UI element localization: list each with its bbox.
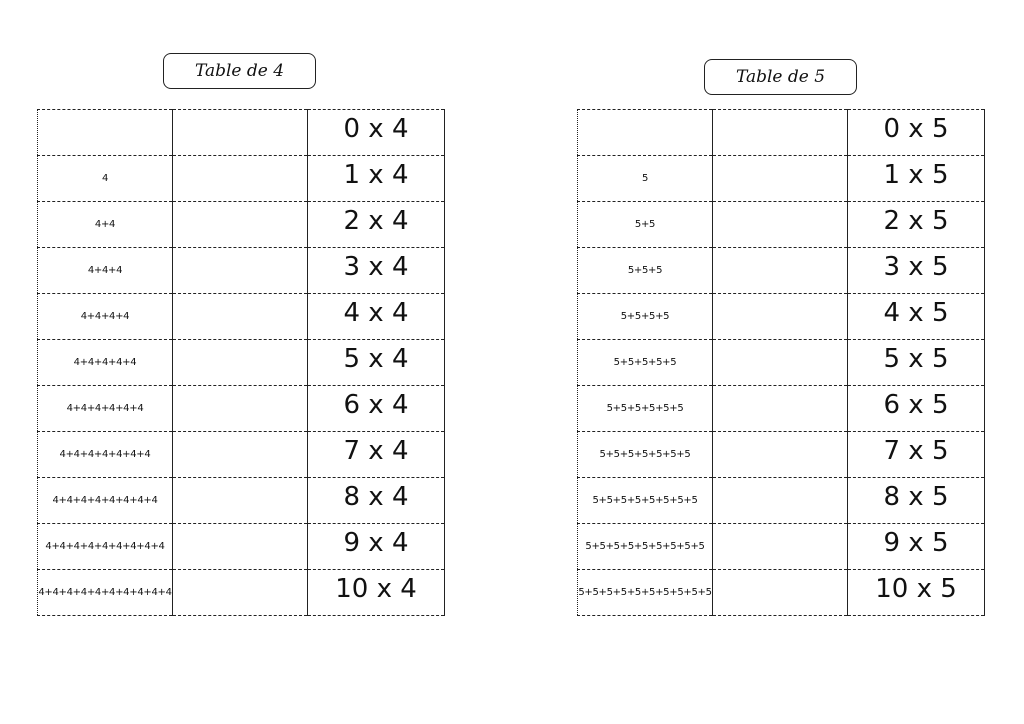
answer-cell[interactable] (713, 340, 848, 386)
answer-cell[interactable] (713, 156, 848, 202)
addition-cell: 5+5+5+5+5+5 (578, 386, 713, 432)
table5-body (578, 110, 985, 616)
table4 (37, 109, 445, 616)
addition-cell: 5+5+5+5+5+5+5+5+5 (578, 524, 713, 570)
answer-cell[interactable] (713, 386, 848, 432)
product-cell: 7 x 4 (308, 432, 445, 478)
addition-cell: 4+4+4+4+4+4 (38, 386, 173, 432)
product-cell: 0 x 5 (848, 110, 985, 156)
addition-cell: 4+4+4+4+4+4+4+4+4+4 (38, 570, 173, 616)
addition-cell: 4+4 (38, 202, 173, 248)
table-row (38, 340, 445, 386)
table-row (578, 524, 985, 570)
answer-cell[interactable] (713, 248, 848, 294)
answer-cell[interactable] (713, 110, 848, 156)
table-row (578, 202, 985, 248)
addition-cell: 5+5+5+5 (578, 294, 713, 340)
table-row (38, 478, 445, 524)
table-row (578, 478, 985, 524)
product-cell: 5 x 5 (848, 340, 985, 386)
table-row (38, 202, 445, 248)
addition-cell: 5+5+5 (578, 248, 713, 294)
table-row (578, 110, 985, 156)
product-cell: 6 x 5 (848, 386, 985, 432)
table-row (38, 248, 445, 294)
answer-cell[interactable] (713, 294, 848, 340)
table-row (578, 156, 985, 202)
table-row (578, 386, 985, 432)
product-cell: 2 x 4 (308, 202, 445, 248)
product-cell: 9 x 5 (848, 524, 985, 570)
product-cell: 3 x 5 (848, 248, 985, 294)
answer-cell[interactable] (713, 432, 848, 478)
table-row (578, 432, 985, 478)
addition-cell: 5+5+5+5+5+5+5 (578, 432, 713, 478)
table-row (578, 294, 985, 340)
addition-cell: 5 (578, 156, 713, 202)
table4-title (163, 53, 316, 89)
product-cell: 6 x 4 (308, 386, 445, 432)
table-row (578, 570, 985, 616)
addition-cell: 5+5 (578, 202, 713, 248)
table-row (38, 432, 445, 478)
product-cell: 8 x 5 (848, 478, 985, 524)
product-cell: 2 x 5 (848, 202, 985, 248)
answer-cell[interactable] (173, 432, 308, 478)
table5 (577, 109, 985, 616)
table4-body (38, 110, 445, 616)
answer-cell[interactable] (173, 386, 308, 432)
addition-cell: 4+4+4+4+4 (38, 340, 173, 386)
answer-cell[interactable] (173, 524, 308, 570)
table-row (38, 570, 445, 616)
product-cell: 4 x 5 (848, 294, 985, 340)
table4-title-text: Table de 4 (194, 61, 285, 81)
addition-cell: 4 (38, 156, 173, 202)
product-cell: 0 x 4 (308, 110, 445, 156)
answer-cell[interactable] (173, 570, 308, 616)
product-cell: 3 x 4 (308, 248, 445, 294)
answer-cell[interactable] (713, 202, 848, 248)
answer-cell[interactable] (173, 248, 308, 294)
product-cell: 8 x 4 (308, 478, 445, 524)
table5-title (704, 59, 857, 95)
answer-cell[interactable] (173, 110, 308, 156)
table-row (578, 340, 985, 386)
product-cell: 10 x 5 (848, 570, 985, 616)
product-cell: 1 x 4 (308, 156, 445, 202)
answer-cell[interactable] (173, 202, 308, 248)
addition-cell: 5+5+5+5+5+5+5+5+5+5 (578, 570, 713, 616)
addition-cell: 4+4+4+4+4+4+4+4+4 (38, 524, 173, 570)
answer-cell[interactable] (173, 478, 308, 524)
answer-cell[interactable] (173, 294, 308, 340)
answer-cell[interactable] (713, 524, 848, 570)
addition-cell: 4+4+4 (38, 248, 173, 294)
addition-cell: 4+4+4+4+4+4+4 (38, 432, 173, 478)
answer-cell[interactable] (713, 570, 848, 616)
table-row (38, 524, 445, 570)
product-cell: 5 x 4 (308, 340, 445, 386)
addition-cell: 4+4+4+4 (38, 294, 173, 340)
answer-cell[interactable] (173, 340, 308, 386)
table5-title-text: Table de 5 (735, 67, 826, 87)
table-row (38, 386, 445, 432)
addition-cell (578, 110, 713, 156)
product-cell: 4 x 4 (308, 294, 445, 340)
product-cell: 7 x 5 (848, 432, 985, 478)
product-cell: 1 x 5 (848, 156, 985, 202)
table-row (38, 294, 445, 340)
table-row (38, 156, 445, 202)
product-cell: 10 x 4 (308, 570, 445, 616)
addition-cell: 5+5+5+5+5 (578, 340, 713, 386)
product-cell: 9 x 4 (308, 524, 445, 570)
answer-cell[interactable] (173, 156, 308, 202)
table-row (578, 248, 985, 294)
addition-cell (38, 110, 173, 156)
table-row (38, 110, 445, 156)
answer-cell[interactable] (713, 478, 848, 524)
addition-cell: 5+5+5+5+5+5+5+5 (578, 478, 713, 524)
addition-cell: 4+4+4+4+4+4+4+4 (38, 478, 173, 524)
